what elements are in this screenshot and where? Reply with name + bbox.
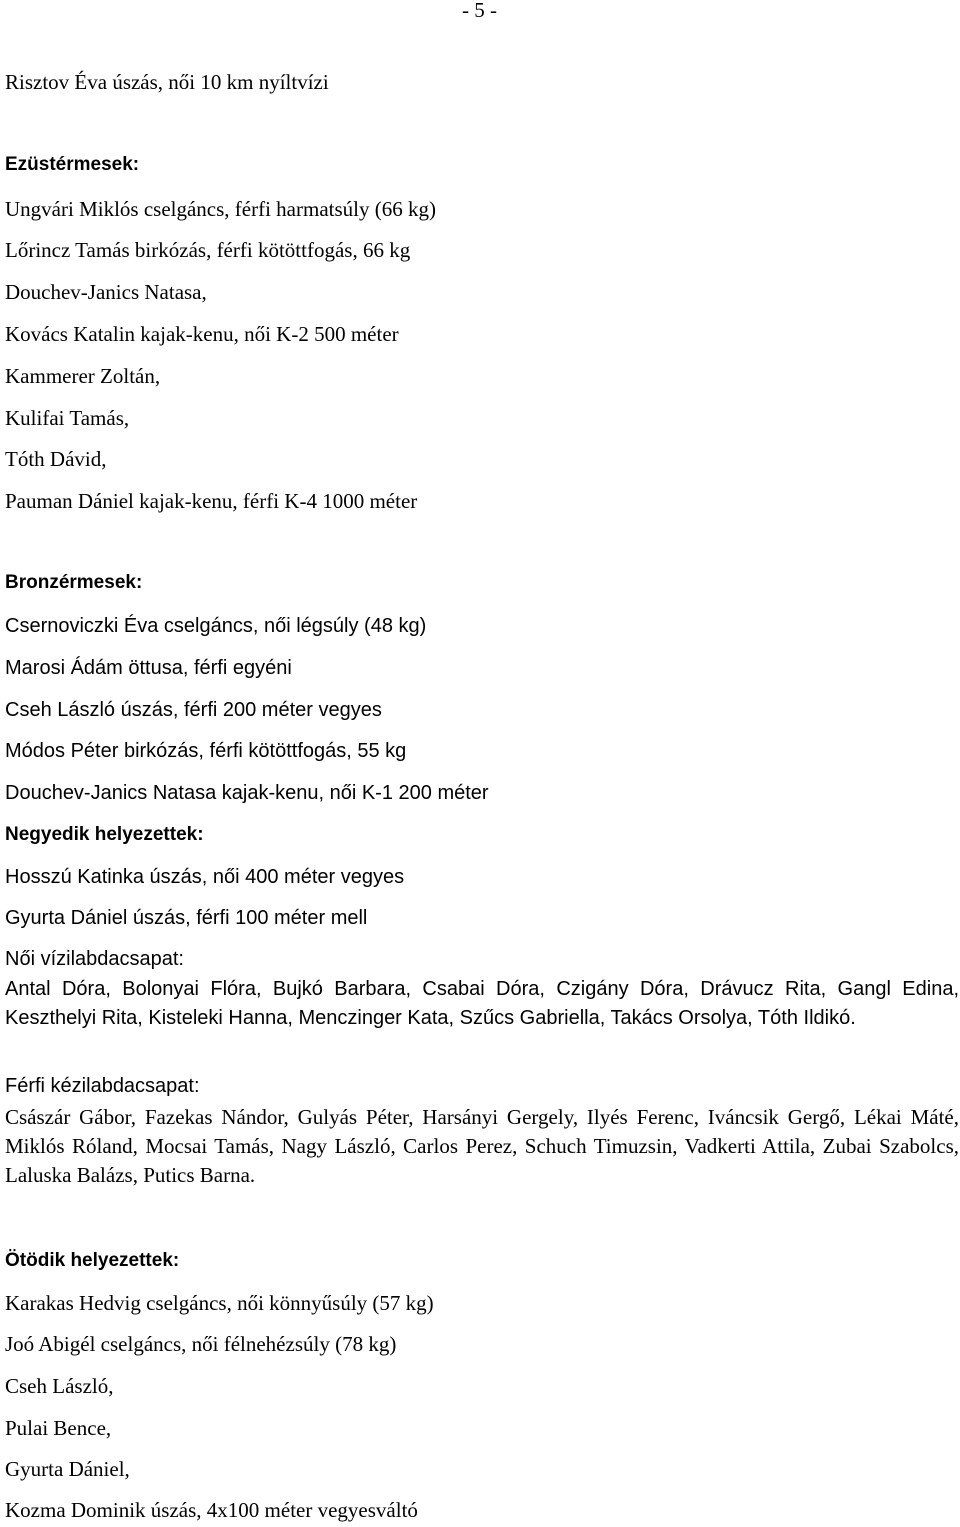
waterpolo-members: Antal Dóra, Bolonyai Flóra, Bujkó Barbara, Csabai Dóra, Czigány Dóra, Drávucz Rita, Gangl Edina, Keszthelyi Rita, Kisteleki Hanna, Menczinger Kata, Szűcs Gabriella, Takács Orsolya, Tóth Ildikó. <box>5 978 959 1029</box>
bronze-heading: Bronzérmesek: <box>5 572 143 593</box>
fourth-heading: Negyedik helyezettek: <box>5 824 204 845</box>
fifth-heading: Ötödik helyezettek: <box>5 1250 180 1271</box>
list-item: Lőrincz Tamás birkózás, férfi kötöttfogás, 66 kg <box>5 238 411 262</box>
handball-label: Férfi kézilabdacsapat: <box>5 1075 200 1097</box>
list-item: Karakas Hedvig cselgáncs, női könnyűsúly (57 kg) <box>5 1291 434 1315</box>
list-item: Kammerer Zoltán, <box>5 364 161 388</box>
list-item: Ungvári Miklós cselgáncs, férfi harmatsúly (66 kg) <box>5 197 436 221</box>
list-item: Cseh László úszás, férfi 200 méter vegyes <box>5 699 382 721</box>
list-item: Kulifai Tamás, <box>5 406 130 430</box>
list-item: Douchev-Janics Natasa, <box>5 280 207 304</box>
list-item: Kovács Katalin kajak-kenu, női K-2 500 méter <box>5 322 399 346</box>
list-item: Pauman Dániel kajak-kenu, férfi K-4 1000 méter <box>5 489 418 513</box>
list-item: Gyurta Dániel úszás, férfi 100 méter mell <box>5 907 368 929</box>
list-item: Hosszú Katinka úszás, női 400 méter vegyes <box>5 866 405 888</box>
list-item: Tóth Dávid, <box>5 447 107 471</box>
handball-members: Császár Gábor, Fazekas Nándor, Gulyás Péter, Harsányi Gergely, Ilyés Ferenc, Iváncsik Gergő, Lékai Máté, Miklós Róland, Mocsai Tamás, Nagy László, Carlos Perez, Schuch Timuzsin, Vadkerti Attila, Zubai Szabolcs, Laluska Balázs, Putics Barna. <box>5 1105 959 1187</box>
list-item: Módos Péter birkózás, férfi kötöttfogás, 55 kg <box>5 740 407 762</box>
list-item: Douchev-Janics Natasa kajak-kenu, női K-1 200 méter <box>5 782 489 804</box>
list-item: Csernoviczki Éva cselgáncs, női légsúly (48 kg) <box>5 615 427 637</box>
list-item: Marosi Ádám öttusa, férfi egyéni <box>5 657 292 679</box>
intro-line: Risztov Éva úszás, női 10 km nyíltvízi <box>5 70 329 94</box>
list-item: Cseh László, <box>5 1374 114 1398</box>
list-item: Gyurta Dániel, <box>5 1457 130 1481</box>
list-item: Joó Abigél cselgáncs, női félnehézsúly (78 kg) <box>5 1332 397 1356</box>
list-item: Kozma Dominik úszás, 4x100 méter vegyesváltó <box>5 1498 418 1522</box>
list-item: Pulai Bence, <box>5 1416 112 1440</box>
page-number: - 5 - <box>462 0 497 22</box>
silver-heading: Ezüstérmesek: <box>5 154 140 175</box>
waterpolo-label: Női vízilabdacsapat: <box>5 948 184 970</box>
